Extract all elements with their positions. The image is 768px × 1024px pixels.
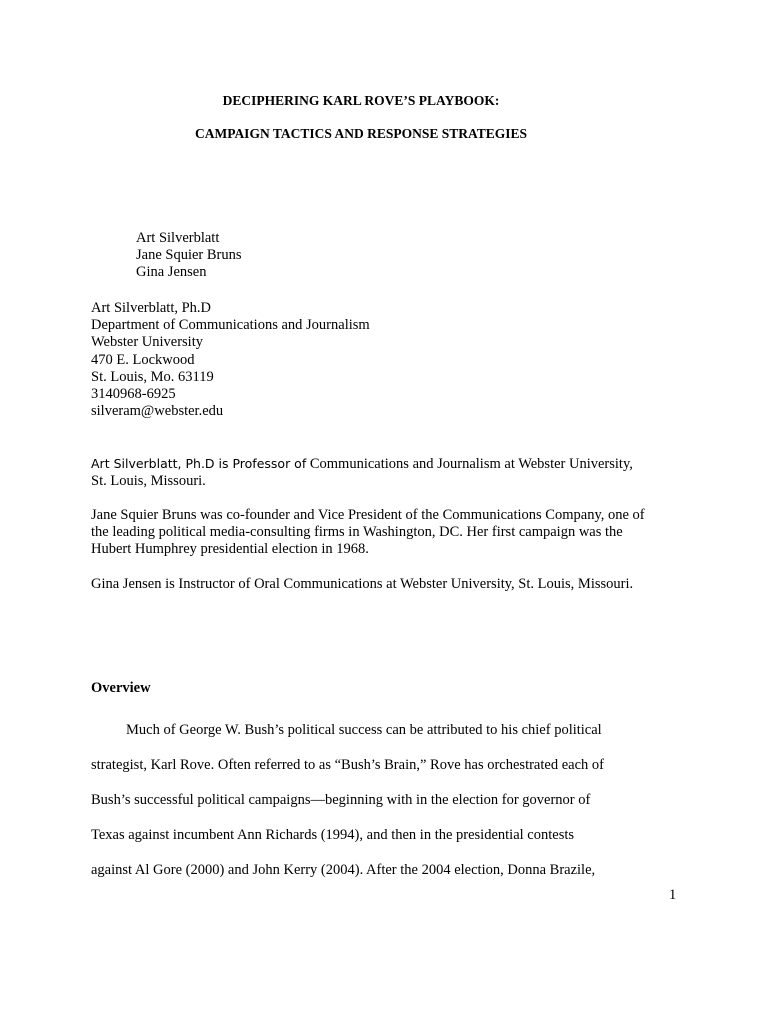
bio-bruns: Jane Squier Bruns was co-founder and Vice President of the Communications Company, one of the leading political media-consulting firms in Washington, DC. Her first campaign was the Hubert Humphrey presidential election in 1968. <box>91 507 645 557</box>
document-subtitle: CAMPAIGN TACTICS AND RESPONSE STRATEGIES <box>194 126 528 141</box>
document-title: DECIPHERING KARL ROVE’S PLAYBOOK: <box>222 93 500 108</box>
paragraph-line: Bush’s successful political campaigns—beginning with in the election for governor of <box>91 792 591 808</box>
page-number: 1 <box>669 887 677 903</box>
paragraph-line: strategist, Karl Rove. Often referred to as “Bush’s Brain,” Rove has orchestrated each of <box>91 757 604 773</box>
contact-street: 470 E. Lockwood <box>91 351 195 368</box>
bio-jensen: Gina Jensen is Instructor of Oral Communications at Webster University, St. Louis, Missouri. <box>91 576 634 592</box>
contact-email: silveram@webster.edu <box>91 403 224 420</box>
paragraph-line: Much of George W. Bush’s political success can be attributed to his chief political <box>126 722 602 738</box>
contact-phone: 3140968-6925 <box>91 386 176 403</box>
author-name: Gina Jensen <box>136 264 207 280</box>
section-heading-overview: Overview <box>91 680 151 696</box>
contact-department: Department of Communications and Journalism <box>91 317 370 334</box>
contact-block <box>91 300 370 420</box>
bio-silverblatt <box>91 455 651 490</box>
author-name: Jane Squier Bruns <box>136 247 242 263</box>
overview-paragraph <box>91 713 651 888</box>
bio-lead-text: Art Silverblatt, Ph.D is Professor of <box>91 456 307 471</box>
contact-city: St. Louis, Mo. 63119 <box>91 368 214 385</box>
contact-name: Art Silverblatt, Ph.D <box>91 300 212 316</box>
bio-rest-text: Communications and Journalism at Webster University, St. Louis, Missouri. <box>91 456 633 489</box>
paragraph-line: Texas against incumbent Ann Richards (1994), and then in the presidential contests <box>91 827 575 843</box>
paragraph-line: against Al Gore (2000) and John Kerry (2004). After the 2004 election, Donna Brazile, <box>91 862 596 878</box>
contact-institution: Webster University <box>91 334 203 351</box>
author-list <box>136 230 242 281</box>
author-name: Art Silverblatt <box>136 230 220 246</box>
